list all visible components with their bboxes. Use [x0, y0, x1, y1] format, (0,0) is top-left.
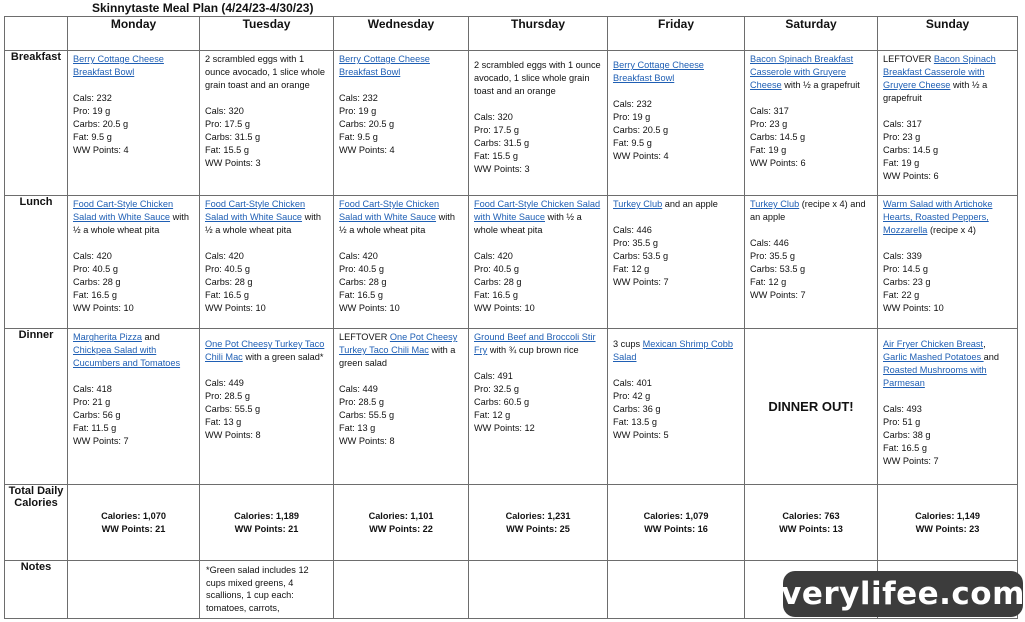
calories-value: Cals: 449	[339, 384, 378, 394]
day-header: Sunday	[878, 17, 1018, 51]
header-row	[5, 17, 1018, 51]
ww-points-value: WW Points: 4	[613, 151, 669, 161]
meal-cell	[608, 196, 745, 329]
fat-value: Fat: 16.5 g	[73, 290, 117, 300]
meal-text: 2 scrambled eggs with 1 ounce avocado, 1 slice whole grain toast and an orange	[205, 54, 326, 90]
total-ww-points: WW Points: 13	[779, 523, 843, 534]
totals-row	[5, 485, 1018, 561]
carbs-value: Carbs: 31.5 g	[474, 138, 530, 148]
protein-value: Pro: 32.5 g	[474, 384, 519, 394]
meal-description	[613, 198, 738, 211]
meal-cell	[608, 329, 745, 485]
calories-value: Cals: 493	[883, 404, 922, 414]
recipe-link[interactable]: Garlic Mashed Potatoes	[883, 352, 984, 362]
total-cell	[608, 485, 745, 561]
meal-text: ,	[983, 339, 986, 349]
ww-points-value: WW Points: 4	[339, 145, 395, 155]
protein-value: Pro: 40.5 g	[474, 264, 519, 274]
carbs-value: Carbs: 55.5 g	[339, 410, 395, 420]
meal-text: with ½ a grapefruit	[883, 80, 988, 103]
fat-value: Fat: 9.5 g	[73, 132, 112, 142]
fat-value: Fat: 15.5 g	[474, 151, 518, 161]
ww-points-value: WW Points: 12	[474, 423, 535, 433]
fat-value: Fat: 12 g	[750, 277, 787, 287]
carbs-value: Carbs: 20.5 g	[73, 119, 129, 129]
meal-cell	[68, 329, 200, 485]
ww-points-value: WW Points: 8	[205, 430, 261, 440]
day-header: Monday	[68, 17, 200, 51]
recipe-link[interactable]: Berry Cottage Cheese Breakfast Bowl	[339, 54, 430, 77]
note-cell	[608, 561, 745, 619]
day-header: Saturday	[745, 17, 878, 51]
carbs-value: Carbs: 53.5 g	[613, 251, 669, 261]
meal-description	[750, 53, 871, 92]
meal-cell	[878, 329, 1018, 485]
calories-value: Cals: 339	[883, 251, 922, 261]
dinner-row	[5, 329, 1018, 485]
meal-text: and an apple	[662, 199, 718, 209]
total-calories: Calories: 1,149	[915, 510, 980, 521]
protein-value: Pro: 21 g	[73, 397, 111, 407]
note-cell	[334, 561, 469, 619]
meal-description	[883, 53, 1011, 105]
ww-points-value: WW Points: 10	[205, 303, 266, 313]
total-ww-points: WW Points: 21	[234, 523, 299, 534]
protein-value: Pro: 40.5 g	[205, 264, 250, 274]
meal-description	[474, 59, 601, 98]
calories-value: Cals: 420	[474, 251, 513, 261]
meal-text: and	[141, 332, 160, 342]
total-ww-points: WW Points: 21	[101, 523, 166, 534]
total-ww-points: WW Points: 23	[915, 523, 980, 534]
calories-value: Cals: 420	[73, 251, 112, 261]
ww-points-value: WW Points: 6	[750, 158, 806, 168]
meal-description	[339, 198, 462, 237]
meal-cell	[745, 196, 878, 329]
meal-description	[883, 198, 1011, 237]
note-text: *Green salad includes 12 cups mixed greens, 4 scallions, 1 cup each: tomatoes, carrots,	[206, 565, 309, 613]
carbs-value: Carbs: 55.5 g	[205, 404, 261, 414]
lunch-row	[5, 196, 1018, 329]
day-header: Thursday	[469, 17, 608, 51]
protein-value: Pro: 14.5 g	[883, 264, 928, 274]
meal-text: with ½ a whole wheat pita	[205, 212, 321, 235]
meal-description	[73, 53, 193, 79]
fat-value: Fat: 13 g	[339, 423, 376, 433]
ww-points-value: WW Points: 6	[883, 171, 939, 181]
carbs-value: Carbs: 53.5 g	[750, 264, 806, 274]
meal-cell	[68, 51, 200, 196]
meal-text: with ½ a whole wheat pita	[474, 212, 582, 235]
note-text	[334, 561, 468, 567]
total-cell	[745, 485, 878, 561]
note-text	[608, 561, 744, 567]
ww-points-value: WW Points: 10	[474, 303, 535, 313]
meal-cell	[68, 196, 200, 329]
meal-cell	[200, 196, 334, 329]
ww-points-value: WW Points: 7	[613, 277, 669, 287]
carbs-value: Carbs: 28 g	[339, 277, 387, 287]
recipe-link[interactable]: Berry Cottage Cheese Breakfast Bowl	[73, 54, 164, 77]
recipe-link[interactable]: Food Cart-Style Chicken Salad with White Sauce	[205, 199, 306, 222]
note-text	[469, 561, 607, 567]
recipe-link[interactable]: Air Fryer Chicken Breast	[883, 339, 984, 349]
recipe-link[interactable]: Food Cart-Style Chicken Salad with White Sauce	[73, 199, 174, 222]
meal-text: with a green salad	[339, 345, 456, 368]
recipe-link[interactable]: Roasted Mushrooms with Parmesan	[883, 365, 987, 388]
total-cell	[334, 485, 469, 561]
protein-value: Pro: 35.5 g	[750, 251, 795, 261]
breakfast-row	[5, 51, 1018, 196]
protein-value: Pro: 51 g	[883, 417, 921, 427]
total-calories: Calories: 1,189	[234, 510, 299, 521]
protein-value: Pro: 35.5 g	[613, 238, 658, 248]
total-ww-points: WW Points: 16	[644, 523, 708, 534]
meal-cell	[200, 329, 334, 485]
meal-text: (recipe x 4)	[927, 225, 976, 235]
meal-description	[339, 53, 462, 79]
meal-text: 2 scrambled eggs with 1 ounce avocado, 1 slice whole grain toast and an orange	[474, 60, 601, 96]
meal-cell	[334, 329, 469, 485]
meal-description	[750, 198, 871, 224]
recipe-link[interactable]: Food Cart-Style Chicken Salad with White Sauce	[474, 199, 601, 222]
calories-value: Cals: 446	[613, 225, 652, 235]
meal-text: with ½ a grapefruit	[781, 80, 860, 90]
watermark-text: verylifee.com	[781, 576, 1025, 612]
carbs-value: Carbs: 20.5 g	[339, 119, 395, 129]
row-label-dinner: Dinner	[5, 329, 68, 485]
recipe-link[interactable]: Mexican Shrimp Cobb Salad	[613, 339, 734, 362]
carbs-value: Carbs: 14.5 g	[750, 132, 806, 142]
fat-value: Fat: 9.5 g	[339, 132, 378, 142]
calories-value: Cals: 232	[73, 93, 112, 103]
meal-cell	[469, 51, 608, 196]
meal-cell	[745, 329, 878, 485]
protein-value: Pro: 23 g	[750, 119, 788, 129]
meal-cell	[469, 329, 608, 485]
meal-cell	[878, 196, 1018, 329]
recipe-link[interactable]: Turkey Club	[750, 199, 800, 209]
meal-text: 3 cups	[613, 339, 643, 349]
total-ww-points: WW Points: 22	[369, 523, 433, 534]
recipe-link[interactable]: Bacon Spinach Breakfast Casserole with Gruyere Cheese	[883, 54, 996, 90]
total-cell	[68, 485, 200, 561]
total-calories: Calories: 1,070	[101, 510, 166, 521]
protein-value: Pro: 17.5 g	[474, 125, 519, 135]
meal-text: with a green salad*	[242, 352, 324, 362]
ww-points-value: WW Points: 3	[205, 158, 261, 168]
row-label-lunch: Lunch	[5, 196, 68, 329]
watermark-logo	[783, 571, 1023, 617]
carbs-value: Carbs: 14.5 g	[883, 145, 939, 155]
carbs-value: Carbs: 60.5 g	[474, 397, 530, 407]
recipe-link[interactable]: Bacon Spinach Breakfast Casserole with Gruyere Cheese	[750, 54, 854, 90]
carbs-value: Carbs: 23 g	[883, 277, 931, 287]
calories-value: Cals: 232	[613, 99, 652, 109]
meal-cell	[200, 51, 334, 196]
calories-value: Cals: 317	[883, 119, 922, 129]
recipe-link[interactable]: Warm Salad with Artichoke Hearts, Roasted Peppers, Mozzarella	[883, 199, 993, 235]
fat-value: Fat: 19 g	[750, 145, 787, 155]
recipe-link[interactable]: Turkey Club	[613, 199, 663, 209]
carbs-value: Carbs: 38 g	[883, 430, 931, 440]
meal-description	[205, 198, 327, 237]
ww-points-value: WW Points: 3	[474, 164, 530, 174]
meal-cell	[334, 51, 469, 196]
day-header: Tuesday	[200, 17, 334, 51]
fat-value: Fat: 16.5 g	[883, 443, 927, 453]
corner-cell	[5, 17, 68, 51]
calories-value: Cals: 317	[750, 106, 789, 116]
dinner-out-label: DINNER OUT!	[768, 399, 854, 414]
total-calories: Calories: 1,231	[505, 510, 571, 521]
fat-value: Fat: 19 g	[883, 158, 920, 168]
carbs-value: Carbs: 56 g	[73, 410, 121, 420]
ww-points-value: WW Points: 4	[73, 145, 129, 155]
day-header: Friday	[608, 17, 745, 51]
total-calories: Calories: 1,101	[368, 510, 434, 521]
total-cell	[878, 485, 1018, 561]
carbs-value: Carbs: 28 g	[73, 277, 121, 287]
meal-description	[474, 198, 601, 237]
meal-description	[613, 338, 738, 364]
recipe-link[interactable]: Margherita Pizza	[73, 332, 142, 342]
ww-points-value: WW Points: 10	[73, 303, 134, 313]
note-text	[745, 561, 877, 567]
protein-value: Pro: 28.5 g	[205, 391, 250, 401]
meal-description	[339, 331, 462, 370]
calories-value: Cals: 420	[205, 251, 244, 261]
note-text	[878, 561, 1017, 567]
calories-value: Cals: 446	[750, 238, 789, 248]
fat-value: Fat: 16.5 g	[474, 290, 518, 300]
calories-value: Cals: 320	[474, 112, 513, 122]
calories-value: Cals: 232	[339, 93, 378, 103]
row-label-breakfast: Breakfast	[5, 51, 68, 196]
meal-text: with ½ a whole wheat pita	[339, 212, 455, 235]
recipe-link[interactable]: Food Cart-Style Chicken Salad with White Sauce	[339, 199, 440, 222]
meal-text: LEFTOVER	[883, 54, 934, 64]
fat-value: Fat: 12 g	[613, 264, 650, 274]
ww-points-value: WW Points: 5	[613, 430, 669, 440]
calories-value: Cals: 401	[613, 378, 652, 388]
meal-text: (recipe x 4) and an apple	[750, 199, 866, 222]
meal-description	[205, 338, 327, 364]
note-cell	[68, 561, 200, 619]
total-calories: Calories: 763	[782, 510, 840, 521]
meal-cell	[745, 51, 878, 196]
protein-value: Pro: 40.5 g	[339, 264, 384, 274]
carbs-value: Carbs: 28 g	[474, 277, 522, 287]
total-cell	[200, 485, 334, 561]
fat-value: Fat: 13.5 g	[613, 417, 657, 427]
carbs-value: Carbs: 36 g	[613, 404, 661, 414]
protein-value: Pro: 19 g	[613, 112, 651, 122]
recipe-link[interactable]: One Pot Cheesy Turkey Taco Chili Mac	[339, 332, 458, 355]
protein-value: Pro: 42 g	[613, 391, 651, 401]
meal-description	[205, 53, 327, 92]
day-header: Wednesday	[334, 17, 469, 51]
recipe-link[interactable]: Chickpea Salad with Cucumbers and Tomatoes	[73, 345, 181, 368]
calories-value: Cals: 491	[474, 371, 513, 381]
calories-value: Cals: 418	[73, 384, 112, 394]
ww-points-value: WW Points: 8	[339, 436, 395, 446]
fat-value: Fat: 16.5 g	[339, 290, 383, 300]
carbs-value: Carbs: 28 g	[205, 277, 253, 287]
meal-text: with ½ a whole wheat pita	[73, 212, 189, 235]
calories-value: Cals: 420	[339, 251, 378, 261]
fat-value: Fat: 11.5 g	[73, 423, 117, 433]
meal-cell	[334, 196, 469, 329]
meal-cell	[469, 196, 608, 329]
recipe-link[interactable]: One Pot Cheesy Turkey Taco Chili Mac	[205, 339, 325, 362]
protein-value: Pro: 28.5 g	[339, 397, 384, 407]
fat-value: Fat: 15.5 g	[205, 145, 249, 155]
total-cell	[469, 485, 608, 561]
meal-description	[73, 331, 193, 370]
fat-value: Fat: 16.5 g	[205, 290, 249, 300]
fat-value: Fat: 9.5 g	[613, 138, 652, 148]
recipe-link[interactable]: Berry Cottage Cheese Breakfast Bowl	[613, 60, 704, 83]
note-cell	[200, 561, 334, 619]
ww-points-value: WW Points: 10	[339, 303, 400, 313]
meal-cell	[878, 51, 1018, 196]
meal-cell	[608, 51, 745, 196]
ww-points-value: WW Points: 7	[883, 456, 939, 466]
protein-value: Pro: 19 g	[339, 106, 377, 116]
meal-text: and	[983, 352, 999, 362]
meal-description	[73, 198, 193, 237]
calories-value: Cals: 320	[205, 106, 244, 116]
calories-value: Cals: 449	[205, 378, 244, 388]
meal-description	[613, 59, 738, 85]
recipe-link[interactable]: Ground Beef and Broccoli Stir Fry	[474, 332, 596, 355]
row-label-notes: Notes	[5, 561, 68, 619]
protein-value: Pro: 40.5 g	[73, 264, 118, 274]
meal-description	[474, 331, 601, 357]
ww-points-value: WW Points: 7	[73, 436, 129, 446]
row-label-totals: Total Daily Calories	[5, 485, 68, 561]
note-cell	[469, 561, 608, 619]
note-text	[68, 561, 199, 567]
ww-points-value: WW Points: 10	[883, 303, 944, 313]
meal-plan-table	[4, 16, 1018, 619]
total-calories: Calories: 1,079	[643, 510, 709, 521]
protein-value: Pro: 19 g	[73, 106, 111, 116]
fat-value: Fat: 22 g	[883, 290, 920, 300]
carbs-value: Carbs: 31.5 g	[205, 132, 261, 142]
meal-description	[883, 338, 1011, 390]
carbs-value: Carbs: 20.5 g	[613, 125, 669, 135]
protein-value: Pro: 17.5 g	[205, 119, 250, 129]
fat-value: Fat: 12 g	[474, 410, 511, 420]
ww-points-value: WW Points: 7	[750, 290, 806, 300]
meal-text: LEFTOVER	[339, 332, 390, 342]
total-ww-points: WW Points: 25	[506, 523, 570, 534]
meal-text: with ¾ cup brown rice	[487, 345, 579, 355]
protein-value: Pro: 23 g	[883, 132, 921, 142]
page-title: Skinnytaste Meal Plan (4/24/23-4/30/23)	[92, 1, 314, 15]
fat-value: Fat: 13 g	[205, 417, 242, 427]
